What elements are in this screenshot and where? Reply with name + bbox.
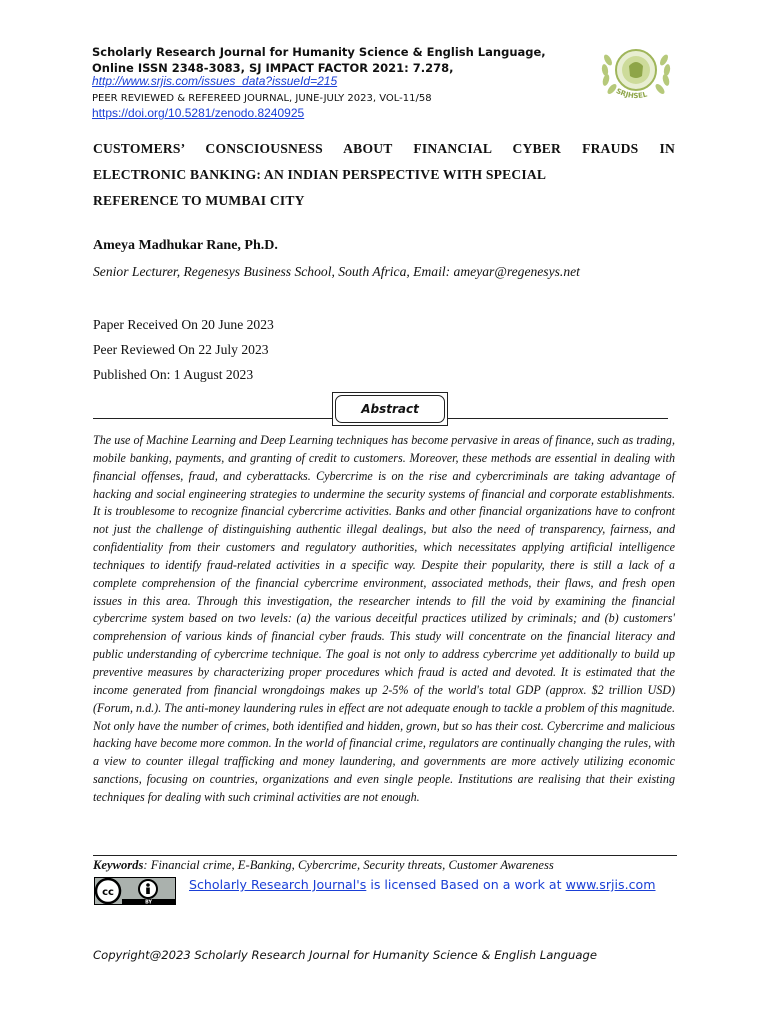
cc-by-label: BY — [145, 900, 152, 905]
journal-license-link[interactable]: Scholarly Research Journal's — [189, 877, 367, 892]
abstract-heading: Abstract — [335, 395, 445, 423]
peer-review-line: PEER REVIEWED & REFEREED JOURNAL, JUNE-JULY 2023, VOL-11/58 — [92, 93, 432, 104]
abstract-heading-box — [332, 392, 448, 426]
paper-title — [93, 136, 675, 214]
keywords-label: Keywords — [93, 858, 144, 872]
doi-link[interactable]: https://doi.org/10.5281/zenodo.8240925 — [92, 106, 305, 120]
copyright-footer: Copyright@2023 Scholarly Research Journal for Humanity Science & English Language — [93, 948, 597, 962]
keywords-text: : Financial crime, E-Banking, Cybercrime, Security threats, Customer Awareness — [143, 858, 554, 872]
published-date: Published On: 1 August 2023 — [93, 367, 254, 382]
publication-dates — [93, 312, 274, 387]
title-line-3: REFERENCE TO MUMBAI CITY — [93, 193, 305, 208]
cc-by-license-badge[interactable] — [94, 877, 176, 905]
abstract-text: The use of Machine Learning and Deep Learning techniques has become pervasive in areas of finance, such as trading, mobile banking, payments, and granting of credit to customers. Moreover, these methods are essential in dealing with financial offenses, fraud, and cyberattacks. Cybercrime is on the rise and cybercriminals are taking advantage of hacking and social engineering strategies to undermine the security systems of financial and corporate establishments. It is troublesome to recognize financial cybercrime activities. Banks and other financial organizations have to confront not just the challenge of distinguishing authentic illegal dealings, but also the need of transparency, fairness, and confidentiality from their customers and regulatory authorities, which necessitates applying artificial intelligence techniques to identify fraud-related activities in a specific way. Despite their popularity, there is still a lack of a complete comprehension of the financial cybercrime environment, associated methods, their flaws, and fresh open issues in this area. Through this investigation, the researcher intends to fill the void by examining the financial cybercrime system based on two levels: (a) the various deceitful practices utilized by criminals; and (b) customers' comprehension of various kinds of financial cyber frauds. This study will concentrate on the financial literacy and public understanding of cybercrime technique. The goal is not only to address cybercrime yet additionally to build up preventive measures by characterizing proper procedures which fraud is acted and devoted. It is estimated that the income generated from financial wrongdoings makes up 2-5% of the world's total GDP (approx. $2 trillion USD) (Forum, n.d.). The anti-money laundering rules in effect are not adequate enough to tackle a problem of this magnitude. Not only have the number of crimes, both identified and hidden, grown, but so has their cost. Cybercrime and malicious hacking have become more common. In the world of financial crime, regulators are continually changing the rules, with a view to counter illegal trafficking and money laundering, and governments are more actively utilizing economic sanctions, focusing on countries, organizations and even single people. Institutions are realising that their existing techniques for dealing with such criminal activities are not enough. — [93, 433, 675, 804]
journal-logo — [598, 40, 674, 108]
license-middle-text: is licensed Based on a work at — [366, 877, 566, 892]
license-statement — [189, 877, 656, 893]
journal-name: Scholarly Research Journal for Humanity Science & English Language, — [92, 45, 546, 59]
reviewed-date: Peer Reviewed On 22 July 2023 — [93, 342, 269, 357]
received-date: Paper Received On 20 June 2023 — [93, 317, 274, 332]
title-line-1: CUSTOMERS’ CONSCIOUSNESS ABOUT FINANCIAL CYBER FRAUDS IN — [93, 141, 675, 156]
journal-issn: Online ISSN 2348-3083, SJ IMPACT FACTOR 2021: 7.278, — [92, 61, 454, 75]
srjis-website-link[interactable]: www.srjis.com — [565, 877, 656, 892]
author-affiliation: Senior Lecturer, Regenesys Business School, South Africa, Email: ameyar@regenesys.net — [93, 264, 580, 279]
title-line-2: ELECTRONIC BANKING: AN INDIAN PERSPECTIVE WITH SPECIAL — [93, 167, 547, 182]
journal-url-link[interactable]: http://www.srjis.com/issues_data?issueId=215 — [92, 74, 338, 88]
keywords-rule — [93, 855, 677, 856]
author-name: Ameya Madhukar Rane, Ph.D. — [93, 238, 278, 253]
svg-text:cc: cc — [102, 887, 114, 898]
keywords — [93, 857, 675, 874]
journal-header — [92, 44, 546, 76]
logo-text: SRJHSEL — [614, 86, 649, 101]
